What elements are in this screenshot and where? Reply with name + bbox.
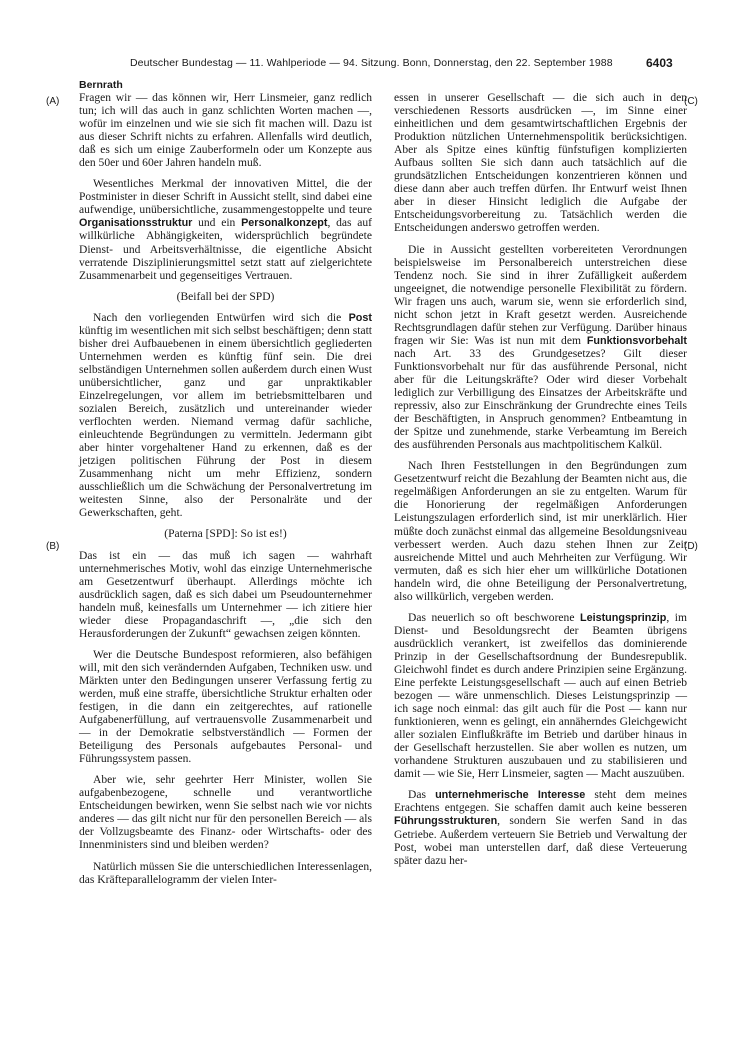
- page-number: 6403: [646, 56, 673, 70]
- bold-term: Post: [348, 311, 372, 324]
- interjection: (Beifall bei der SPD): [176, 290, 275, 303]
- left-column: [79, 92, 372, 895]
- running-header: [0, 57, 750, 73]
- right-column: [394, 92, 687, 876]
- margin-marker-b: (B): [46, 541, 60, 552]
- paragraph: Fragen wir — das können wir, Herr Linsmeier, ganz redlich tun; ich will das auch in ganz schlichten Worten machen —, wofür im einzelnen und wie sie sich fit machen will. Dazu ist aus dieser Schrift nichts zu erfahren. Allenfalls wird deutlich, daß es sich um einige Zauberformeln oder um Konzepte aus den 50er und 60er Jahren handeln muß.: [79, 92, 372, 170]
- bold-term: Führungsstrukturen: [394, 815, 498, 828]
- margin-marker-d: (D): [684, 541, 698, 552]
- margin-marker-a: (A): [46, 96, 60, 107]
- paragraph: Das neuerlich so oft beschworene Leistungsprinzip, im Dienst- und Besoldungsrecht der Beamten übrigens ausdrücklich verankert, ist zweifellos das dominierende Prinzip in der Gesellschaftsordnung der Bundesrepublik. Gleichwohl findet es durch andere Prinzipien seine Ergänzung. Eine perfekte Leistungsgesellschaft — auch auf einen Betrieb bezogen — wäre unmenschlich. Dieses Leistungsprinzip — ich sage noch einmal: das gilt auch für die Post — kann nur funktionieren, wenn es gelingt, ein annäherndes Gleichgewicht aller sozialen Einflußkräfte im Betrieb und darüber hinaus in der Gesellschaft herzustellen. Sie aber wollen es nutzen, um vorhandene Strukturen auszubauen und zu stabilisieren und damit — wie Sie, Herr Linsmeier, sagten — Macht auszuüben.: [394, 611, 687, 781]
- bold-term: unternehmerische Interesse: [435, 789, 586, 802]
- bold-term: Organisationsstruktur: [79, 217, 193, 230]
- paragraph: Das unternehmerische Interesse steht dem meines Erachtens entgegen. Sie schaffen damit auch keine besseren Führungsstrukturen, sondern Sie werfen Sand in das Getriebe. Außerdem verteuern Sie Betrieb und Verwaltung der Post, wobei man unterstellen darf, daß diese Verteuerung später dazu her-: [394, 789, 687, 867]
- interjection: (Paterna [SPD]: So ist es!): [164, 528, 287, 541]
- bold-term: Funktionsvorbehalt: [586, 334, 687, 347]
- paragraph: Nach Ihren Feststellungen in den Begründungen zum Gesetzentwurf reicht die Bezahlung der Beamten nicht aus, die regelmäßigen Anforderungen an sie zu entgelten. Warum für die Honorierung der regelmäßigen Anforderungen Leistungszulagen erforderlich sind, ist mir unerklärlich. Hier müßte doch zunächst einmal das allgemeine Besoldungsniveau verbessert werden. Auch dazu stehen Ihnen zur Zeit ausreichende Mittel und auch Mehrheiten zur Verfügung. Wir vermuten, daß es sich hier eher um willkürliche Dotationen handeln wird, die ohne Beteiligung der Personalvertretung, also willkürlich, vergeben werden.: [394, 460, 687, 603]
- paragraph: Wesentliches Merkmal der innovativen Mittel, die der Postminister in dieser Schrift in Aussicht stellt, sind dabei eine aufwendige, unübersichtliche, zusammengestoppelte und teure Organisationsstruktur und ein Personalkonzept, das auf willkürliche Abhängigkeiten, widersprüchlich begründete Dienst- und Arbeitsverhältnisse, die eigentliche Absicht verratende Disziplinierungsmittel setzt statt auf zielgerichtete Zusammenarbeit und gegenseitiges Vertrauen.: [79, 178, 373, 282]
- paragraph: Die in Aussicht gestellten vorbereiteten Verordnungen beispielsweise im Personalbereich unterstreichen diese Tendenz noch. Sie sind in ihrer Zufälligkeit außerdem ungeeignet, die notwendige personelle Flexibilität zu fördern. Wir fragen uns auch, warum sie, wenn sie erforderlich sind, nicht schon jetzt in Kraft gesetzt werden. Ausreichende Rechtsgrundlagen dafür stehen zur Verfügung. Darüber hinaus fragen wir Sie: Was ist nun mit dem Funktionsvorbehalt nach Art. 33 des Grundgesetzes? Gilt dieser Funktionsvorbehalt nur für das ausführende Personal, nicht aber für die Leitungskräfte? Oder wird dieser Vorbehalt lediglich zur Verbilligung des Einsatzes der Arbeitskräfte und repressiv, also zur Einschränkung der Grundrechte eines Teils der Beschäftigten, in Anspruch genommen? Entbeamtung in der Spitze und zunehmende, starke Verbeamtung im Bereich des ausführenden Personals aus machtpolitischem Kalkül.: [394, 243, 687, 452]
- paragraph: essen in unserer Gesellschaft — die sich auch in den verschiedenen Ressorts ausdrücken —, im Sinne einer einheitlichen und dem gesamtwirtschaftlichen Ergebnis der Produktion nützlichen Unternehmenspolitik berücksichtigen. Aber als Spitze eines künftig fünfstufigen komplizierten Aufbaus sollten Sie sich dann auch tatsächlich auf die grundsätzlichen Entscheidungen konzentrieren können und diese dann aber auch treffen dürfen. Ihr Entwurf weist Ihnen aber in dieser Hinsicht lediglich die Aufgabe der Entscheidungsvorbereitung zu. Tatsächlich werden die Entscheidungen anderswo getroffen werden.: [394, 92, 687, 235]
- margin-marker-c: (C): [684, 96, 698, 107]
- paragraph: Natürlich müssen Sie die unterschiedlichen Interessenlagen, das Kräfteparallelogramm der vielen Inter-: [79, 860, 372, 886]
- paragraph: Wer die Deutsche Bundespost reformieren, also befähigen will, mit den sich verändernden Aufgaben, Techniken usw. und Märkten unter den Bedingungen unserer Verfassung fertig zu werden, muß eine straffe, übersichtliche Struktur erhalten oder festigen, in die dann ein zeitgerechtes, auf rationelle Aufgabenerfüllung, auf vertrauensvolle Zusammenarbeit und — in der Demokratie selbstverständlich — Formen der Beteiligung des Personals aufgebautes Personal- und Führungssystem passen.: [79, 648, 372, 766]
- bold-term: Leistungsprinzip: [579, 611, 667, 624]
- speaker-name: Bernrath: [79, 79, 123, 91]
- running-header-text: Deutscher Bundestag — 11. Wahlperiode — 94. Sitzung. Bonn, Donnerstag, den 22. September 1988: [130, 57, 613, 69]
- paragraph: Aber wie, sehr geehrter Herr Minister, wollen Sie aufgabenbezogene, schnelle und verantwortliche Entscheidungen bewirken, wenn Sie selbst nach wie vor nichts anderes — das gilt nicht nur für den personellen Bereich — als der Vollzugsbeamte des Finanz- oder Wirtschafts- oder des Innenministers sind und bleiben werden?: [79, 774, 372, 852]
- paragraph: Nach den vorliegenden Entwürfen wird sich die Post künftig im wesentlichen mit sich selbst beschäftigen; denn statt bisher drei Aufbauebenen in einem übersichtlich gegliederten Unternehmen werden es künftig fünf sein. Die drei selbständigen Unternehmen sollen außerdem durch einen Wust unübersichtlicher, ganz und gar unpraktikabler Einzelregelungen, vor allem im betriebsmittelbaren und sozialen Bereich, zusätzlich und untereinander wieder verflochten werden. Niemand vermag dafür sachliche, einleuchtende Begründungen zu vermitteln. Jedermann gibt aber hinter vorgehaltener Hand zu erkennen, daß es der jetzigen politischen Führung der Post in diesem Zusammenhang nicht um mehr Effizienz, sondern ausschließlich um die Schwächung der Personalvertretung im weitesten Sinne, also der Personalräte und der Gewerkschaften, geht.: [79, 311, 372, 520]
- bold-term: Personalkonzept: [241, 217, 328, 230]
- paragraph: Das ist ein — das muß ich sagen — wahrhaft unternehmerisches Motiv, wohl das einzige Unternehmerische am Gesetzentwurf überhaupt. Allerdings möchte ich ausdrücklich sagen, daß es sich dabei um Pseudounternehmer handeln muß, keinesfalls um Unternehmer — ich zitiere hier wieder diese Propagandaschrift —, „die sich den Herausforderungen der Zukunft“ gewachsen zeigen könnten.: [79, 549, 372, 640]
